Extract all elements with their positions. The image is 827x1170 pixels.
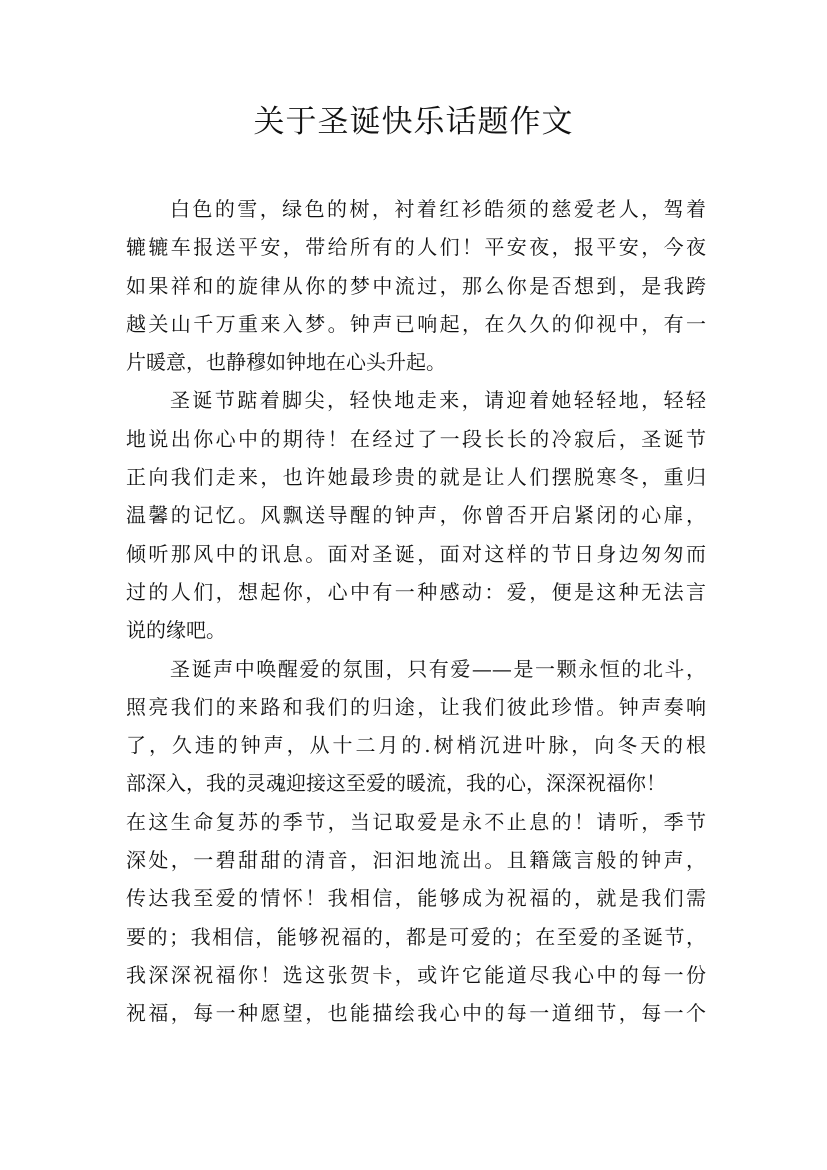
text-line: 祝福，每一种愿望，也能描绘我心中的每一道细节，每一个 [126,1001,706,1026]
text-line: 了，久违的钟声，从十二月的.树梢沉进叶脉，向冬天的根 [126,733,706,758]
document-title: 关于圣诞快乐话题作文 [253,104,574,140]
text-line: 白色的雪，绿色的树，衬着红衫皓须的慈爱老人，驾着 [170,197,706,221]
document-body [126,190,706,1033]
text-line: 部深入，我的灵魂迎接这至爱的暖流，我的心，深深祝福你！ [126,771,666,796]
text-line: 圣诞声中唤醒爱的氛围，只有爱——是一颗永恒的北斗， [170,656,706,681]
text-line: 在这生命复苏的季节，当记取爱是永不止息的！请听，季节 [126,809,706,834]
text-line: 照亮我们的来路和我们的归途，让我们彼此珍惜。钟声奏响 [126,694,706,719]
text-line: 温馨的记忆。风飘送导醒的钟声，你曾否开启紧闭的心扉， [126,503,706,528]
text-line: 如果祥和的旋律从你的梦中流过，那么你是否想到，是我跨 [126,273,706,298]
text-line: 辘辘车报送平安，带给所有的人们！平安夜，报平安，今夜 [126,235,706,260]
text-line: 倾听那风中的讯息。面对圣诞，面对这样的节日身边匆匆而 [126,541,706,566]
text-line: 过的人们，想起你，心中有一种感动：爱，便是这种无法言 [126,579,706,604]
text-line: 地说出你心中的期待！在经过了一段长长的冷寂后，圣诞节 [126,426,706,451]
text-line: 正向我们走来，也许她最珍贵的就是让人们摆脱寒冬，重归 [126,465,706,490]
text-line: 圣诞节踮着脚尖，轻快地走来，请迎着她轻轻地，轻轻 [170,388,706,413]
text-line: 要的；我相信，能够祝福的，都是可爱的；在至爱的圣诞节， [126,924,706,949]
text-line: 越关山千万重来入梦。钟声已响起，在久久的仰视中，有一 [126,311,706,336]
text-line: 深处，一碧甜甜的清音，汩汩地流出。且籍箴言般的钟声， [126,848,706,873]
text-line: 我深深祝福你！选这张贺卡，或许它能道尽我心中的每一份 [126,962,706,987]
text-line: 传达我至爱的情怀！我相信，能够成为祝福的，就是我们需 [126,886,706,911]
text-line: 片暖意，也静穆如钟地在心头升起。 [126,350,446,375]
text-line: 说的缘吧。 [126,618,226,643]
